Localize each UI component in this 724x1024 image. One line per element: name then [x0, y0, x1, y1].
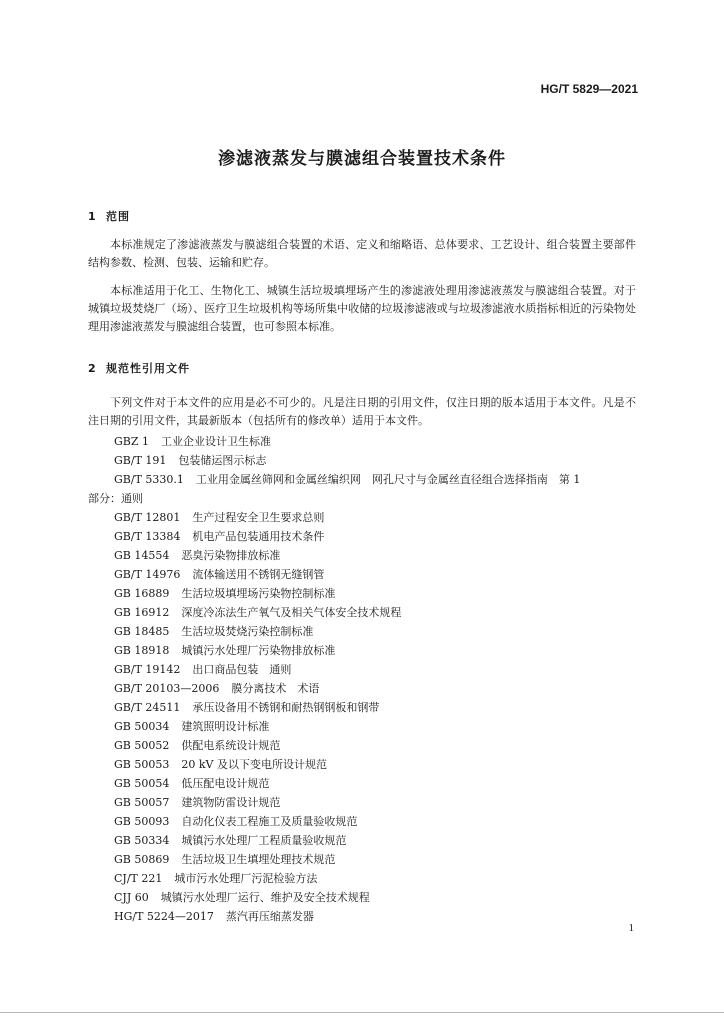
reference-code: GB/T 19142	[114, 663, 181, 676]
reference-code: GB 50057	[114, 796, 170, 809]
reference-title: 工业企业设计卫生标准	[161, 435, 272, 448]
reference-title: 生活垃圾填埋场污染物控制标准	[181, 587, 336, 600]
reference-title: 城镇污水处理厂运行、维护及安全技术规程	[160, 891, 370, 904]
reference-title: 工业用金属丝筛网和金属丝编织网 网孔尺寸与金属丝直径组合选择指南 第 1	[195, 473, 581, 486]
reference-code: GB 50034	[114, 720, 170, 733]
reference-item	[88, 907, 648, 926]
reference-title: 机电产品包装通用技术条件	[192, 530, 325, 543]
reference-title: 生活垃圾卫生填埋处理技术规范	[181, 853, 336, 866]
reference-code: GBZ 1	[114, 435, 150, 448]
reference-item	[88, 508, 648, 527]
paragraph: 本标准规定了渗滤液蒸发与膜滤组合装置的术语、定义和缩略语、总体要求、工艺设计、组合装置主要部件结构参数、检测、包装、运输和贮存。	[88, 238, 636, 269]
reference-item	[88, 717, 648, 736]
reference-code: GB/T 5330.1	[114, 473, 184, 486]
reference-item	[88, 546, 648, 565]
reference-code: GB 50093	[114, 815, 170, 828]
section-number: 2	[88, 362, 97, 375]
reference-title: 蒸汽再压缩蒸发器	[225, 910, 314, 923]
reference-code: CJJ 60	[114, 891, 149, 904]
document-title: 渗滤液蒸发与膜滤组合装置技术条件	[218, 149, 506, 169]
reference-title: 恶臭污染物排放标准	[181, 549, 281, 562]
reference-code: GB/T 13384	[114, 530, 181, 543]
reference-title: 承压设备用不锈钢和耐热钢钢板和钢带	[192, 701, 380, 714]
reference-item	[88, 489, 648, 508]
reference-list	[88, 432, 648, 926]
reference-title: 流体输送用不锈钢无缝钢管	[192, 568, 325, 581]
section-heading-scope	[88, 208, 130, 224]
page-number: 1	[628, 922, 634, 934]
reference-title: 低压配电设计规范	[181, 777, 270, 790]
reference-item	[88, 850, 648, 869]
reference-title: 生活垃圾焚烧污染控制标准	[181, 625, 314, 638]
reference-code: GB/T 14976	[114, 568, 181, 581]
reference-item	[88, 451, 648, 470]
reference-title: 供配电系统设计规范	[181, 739, 281, 752]
paragraph: 本标准适用于化工、生物化工、城镇生活垃圾填埋场产生的渗滤液处理用渗滤液蒸发与膜滤组合装置。对于城镇垃圾焚烧厂（场）、医疗卫生垃圾机构等场所集中收储的垃圾渗滤液或与垃圾渗滤液水质指标相近的污染物处理用渗滤液蒸发与膜滤组合装置，也可参照本标准。	[88, 284, 636, 333]
reference-code: GB 18918	[114, 644, 170, 657]
paragraph: 下列文件对于本文件的应用是必不可少的。凡是注日期的引用文件，仅注日期的版本适用于本文件。凡是不注日期的引用文件，其最新版本（包括所有的修改单）适用于本文件。	[88, 396, 636, 427]
reference-code: HG/T 5224—2017	[114, 910, 214, 923]
reference-item	[88, 584, 648, 603]
reference-item	[88, 831, 648, 850]
section-number: 1	[88, 210, 97, 223]
reference-title: 自动化仪表工程施工及质量验收规范	[181, 815, 358, 828]
reference-item	[88, 698, 648, 717]
reference-item	[88, 869, 648, 888]
reference-code: GB 14554	[114, 549, 170, 562]
reference-title: 包装储运图示标志	[178, 454, 267, 467]
reference-title: 城镇污水处理厂污染物排放标准	[181, 644, 336, 657]
reference-item	[88, 470, 648, 489]
reference-item	[88, 774, 648, 793]
reference-code: GB 50869	[114, 853, 170, 866]
reference-code: GB 50054	[114, 777, 170, 790]
reference-title: 建筑物防雷设计规范	[181, 796, 281, 809]
reference-item	[88, 565, 648, 584]
reference-title: 城市污水处理厂污泥检验方法	[174, 872, 318, 885]
section-title: 规范性引用文件	[106, 362, 190, 375]
reference-title: 生产过程安全卫生要求总则	[192, 511, 325, 524]
reference-title: 深度冷冻法生产氧气及相关气体安全技术规程	[181, 606, 402, 619]
reference-code: GB 50053	[114, 758, 170, 771]
reference-item	[88, 736, 648, 755]
reference-code: GB/T 24511	[114, 701, 181, 714]
reference-item	[88, 812, 648, 831]
reference-item	[88, 622, 648, 641]
reference-item	[88, 888, 648, 907]
reference-title: 建筑照明设计标准	[181, 720, 270, 733]
reference-code: GB/T 191	[114, 454, 167, 467]
section-title: 范围	[106, 210, 130, 223]
reference-item	[88, 793, 648, 812]
reference-item	[88, 432, 648, 451]
reference-item	[88, 755, 648, 774]
reference-code: CJ/T 221	[114, 872, 163, 885]
reference-code: GB 50052	[114, 739, 170, 752]
reference-title: 城镇污水处理厂工程质量验收规范	[181, 834, 347, 847]
reference-item	[88, 641, 648, 660]
section-heading-normative-references	[88, 360, 190, 376]
reference-code: GB 16889	[114, 587, 170, 600]
reference-code: GB/T 20103—2006	[114, 682, 220, 695]
reference-item	[88, 679, 648, 698]
reference-item	[88, 603, 648, 622]
reference-item	[88, 527, 648, 546]
reference-code: GB 16912	[114, 606, 170, 619]
reference-item	[88, 660, 648, 679]
standard-code: HG/T 5829—2021	[540, 82, 638, 96]
reference-code: GB 50334	[114, 834, 170, 847]
reference-title: 膜分离技术 术语	[231, 682, 320, 695]
reference-code: GB/T 12801	[114, 511, 181, 524]
reference-code: GB 18485	[114, 625, 170, 638]
reference-title: 20 kV 及以下变电所设计规范	[181, 758, 327, 771]
reference-title: 出口商品包装 通则	[192, 663, 292, 676]
reference-title: 部分：通则	[88, 492, 143, 505]
page-edge-line	[0, 1012, 724, 1013]
